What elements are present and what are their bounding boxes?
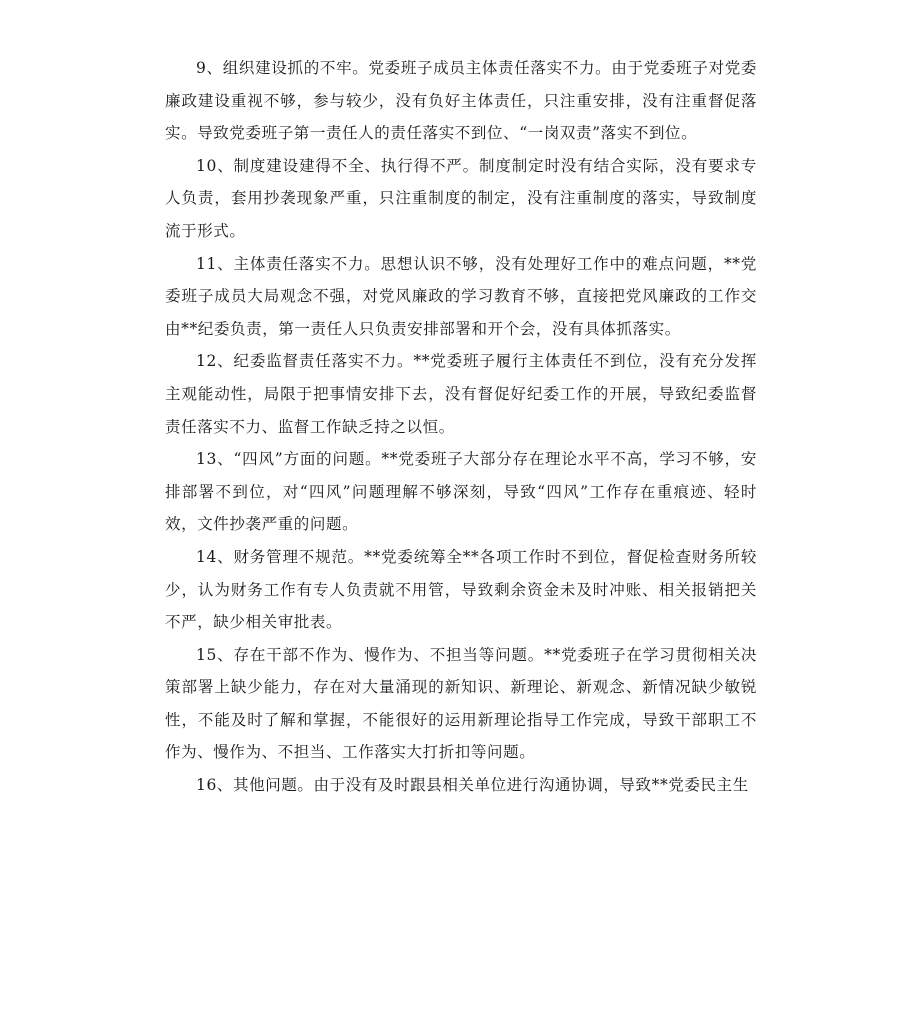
paragraph-item-14: 14、财务管理不规范。**党委统筹全**各项工作时不到位，督促检查财务所较少，认为财务工作有专人负责就不用管，导致剩余资金未及时冲账、相关报销把关不严，缺少相关审批表。 bbox=[165, 547, 757, 632]
paragraph-item-13: 13、“四风”方面的问题。**党委班子大部分存在理论水平不高，学习不够，安排部署不到位，对“四风”问题理解不够深刻，导致“四风”工作存在重痕迹、轻时效，文件抄袭严重的问题。 bbox=[165, 450, 757, 534]
paragraph-item-15: 15、存在干部不作为、慢作为、不担当等问题。**党委班子在学习贯彻相关决策部署上缺少能力，存在对大量涌现的新知识、新理论、新观念、新情况缺少敏锐性，不能及时了解和掌握，不能很好的运用新理论指导工作完成，导致干部职工不作为、慢作为、不担当、工作落实大打折扣等问题。 bbox=[165, 645, 757, 762]
paragraph-item-10: 10、制度建设建得不全、执行得不严。制度制定时没有结合实际，没有要求专人负责，套用抄袭现象严重，只注重制度的制定，没有注重制度的落实，导致制度流于形式。 bbox=[165, 156, 757, 240]
paragraph-item-12: 12、纪委监督责任落实不力。**党委班子履行主体责任不到位，没有充分发挥主观能动性，局限于把事情安排下去，没有督促好纪委工作的开展，导致纪委监督责任落实不力、监督工作缺乏持之以恒。 bbox=[165, 352, 757, 436]
document-body bbox=[165, 52, 757, 802]
paragraph-item-11: 11、主体责任落实不力。思想认识不够，没有处理好工作中的难点问题，**党委班子成员大局观念不强，对党风廉政的学习教育不够，直接把党风廉政的工作交由**纪委负责，第一责任人只负责安排部署和开个会，没有具体抓落实。 bbox=[165, 254, 757, 338]
paragraph-item-16: 16、其他问题。由于没有及时跟县相关单位进行沟通协调，导致**党委民主生 bbox=[196, 776, 749, 795]
paragraph-item-9: 9、组织建设抓的不牢。党委班子成员主体责任落实不力。由于党委班子对党委廉政建设重视不够，参与较少，没有负好主体责任，只注重安排，没有注重督促落实。导致党委班子第一责任人的责任落实不到位、“一岗双责”落实不到位。 bbox=[165, 59, 757, 143]
